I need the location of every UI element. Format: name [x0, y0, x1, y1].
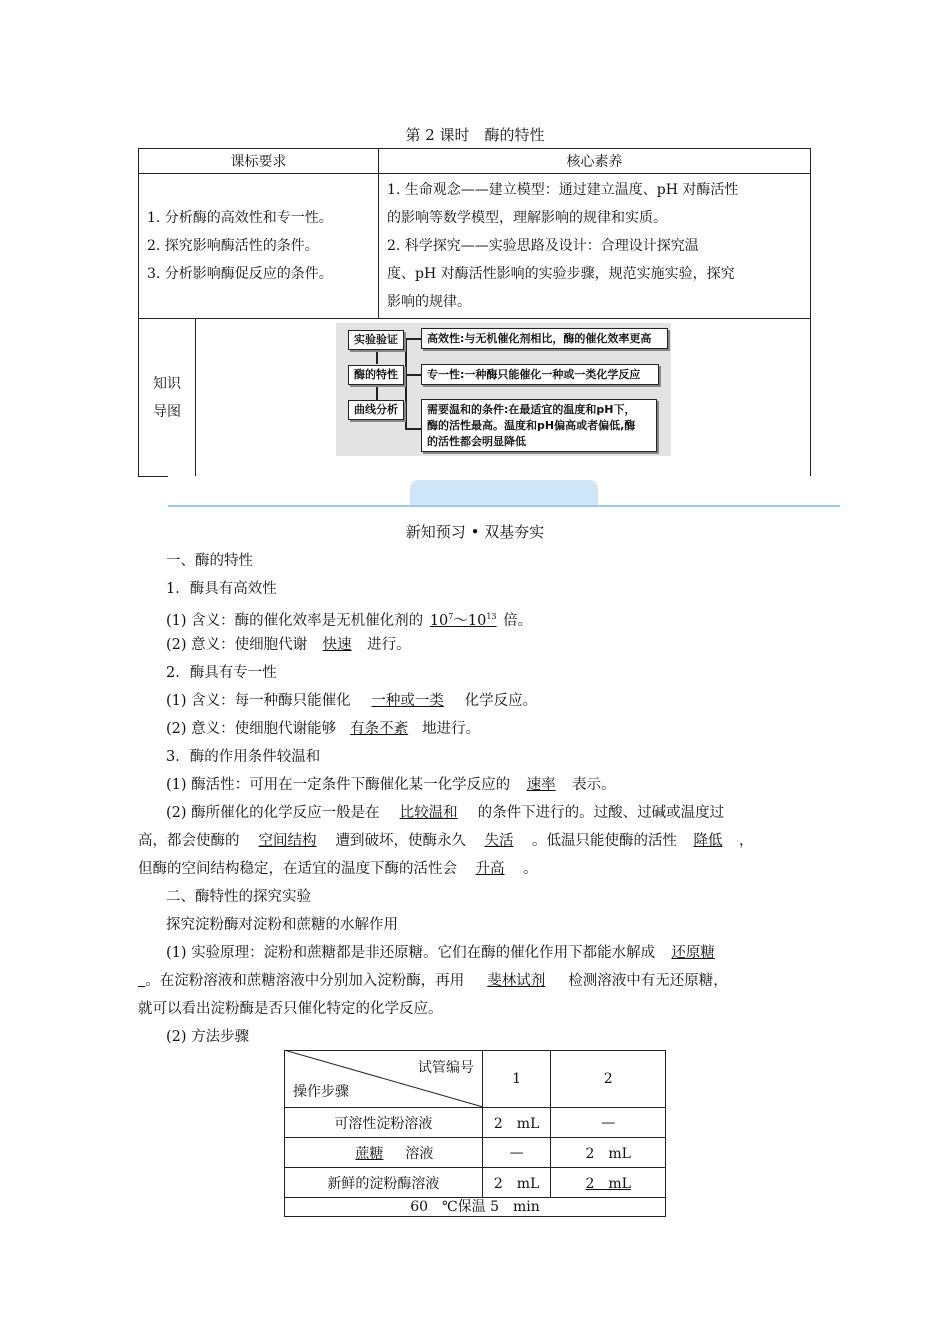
col-header-literacy: 核心素养 — [379, 149, 811, 174]
requirements-cell — [139, 174, 379, 319]
section-divider-tab — [410, 480, 598, 507]
subheading: 探究淀粉酶对淀粉和蔗糖的水解作用 — [166, 917, 398, 933]
subheading: 1．酶具有高效性 — [166, 581, 277, 597]
answer-blank: 失活 — [484, 833, 514, 849]
table-footer: 60 ℃保温 5 min — [285, 1198, 666, 1217]
subheading: 2．酶具有专一性 — [166, 665, 277, 681]
answer-blank: 快速 — [322, 637, 352, 653]
section-title: 新知预习 • 双基夯实 — [405, 523, 545, 541]
paragraph: (1) 酶活性：可用在一定条件下酶催化某一化学反应的 速率 表示。 — [138, 771, 846, 799]
map-node-experiment: 实验验证 — [348, 330, 404, 350]
paragraph: (2) 方法步骤 — [166, 1029, 250, 1045]
literacy-line: 1. 生命观念——建立模型：通过建立温度、pH 对酶活性 — [387, 182, 739, 198]
map-node-enzyme-properties: 酶的特性 — [348, 365, 404, 385]
heading-1: 一、酶的特性 — [166, 553, 253, 569]
answer-blank: 升高 — [475, 861, 505, 877]
subheading: 3．酶的作用条件较温和 — [166, 749, 321, 765]
paragraph: 高，都会使酶的 空间结构 遭到破坏，使酶永久 失活 。低温只能使酶的活性 降低 ， — [138, 827, 818, 855]
answer-blank: 空间结构 — [258, 833, 317, 849]
paragraph: (2) 意义：使细胞代谢能够 有条不紊 地进行。 — [138, 715, 846, 743]
map-node-specificity: 专一性:一种酶只能催化一种或一类化学反应 — [421, 364, 659, 385]
paragraph: (1) 含义：酶的催化效率是无机催化剂的 $10^7\sim 10^{13}$ 倍。 — [166, 612, 533, 629]
paragraph: (2) 酶所催化的化学反应一般是在 比较温和 的条件下进行的。过酸、过碱或温度过 — [138, 799, 846, 827]
connector — [405, 338, 421, 340]
answer-blank: 速率 — [526, 777, 556, 793]
literacy-cell — [379, 174, 811, 319]
header-steps: 操作步骤 — [293, 1084, 349, 1100]
paragraph: (2) 意义：使细胞代谢 快速 进行。 — [138, 631, 846, 659]
answer-blank: 斐林试剂 — [487, 973, 546, 989]
answer-blank: 有条不紊 — [350, 721, 409, 737]
literacy-line: 2. 科学探究——实验思路及设计：合理设计探究温 — [387, 238, 699, 254]
table-row: 蔗糖 溶液 — 2 mL — [285, 1138, 666, 1168]
connector — [404, 374, 407, 376]
col-header-requirements: 课标要求 — [139, 149, 379, 174]
answer-blank: 2 mL — [585, 1175, 631, 1192]
section-divider-line — [168, 505, 840, 507]
literacy-line: 影响的规律。 — [387, 294, 471, 310]
map-node-curve-analysis: 曲线分析 — [348, 400, 404, 420]
answer-blank: 蔗糖 — [355, 1145, 384, 1162]
answer-blank: 还原糖 — [671, 945, 715, 961]
col-header-tube-1: 1 — [482, 1051, 551, 1108]
connector — [405, 338, 407, 428]
answer-blank: 一种或一类 — [371, 693, 444, 709]
requirement-item: 1. 分析酶的高效性和专一性。 — [147, 210, 333, 226]
literacy-line: 度、pH 对酶活性影响的实验步骤，规范实施实验，探究 — [387, 266, 735, 282]
literacy-line: 的影响等数学模型，理解影响的规律和实质。 — [387, 210, 667, 226]
connector — [405, 428, 421, 430]
diagonal-line — [284, 1050, 484, 1108]
requirement-item: 3. 分析影响酶促反应的条件。 — [147, 266, 333, 282]
answer-blank: 降低 — [693, 833, 723, 849]
heading-2: 二、酶特性的探究实验 — [166, 889, 311, 905]
answer-blank: 比较温和 — [399, 805, 458, 821]
requirement-item: 2. 探究影响酶活性的条件。 — [147, 238, 319, 254]
paragraph: 就可以看出淀粉酶是否只催化特定的化学反应。 — [138, 1001, 443, 1017]
map-node-mild-conditions: 需要温和的条件:在最适宜的温度和pH下， 酶的活性最高。温度和pH偏高或者偏低,酶 的活性都会明显降低 — [421, 399, 657, 452]
lesson-title: 第 2 课时 酶的特性 — [405, 126, 545, 144]
col-header-tube-2: 2 — [551, 1051, 666, 1108]
paragraph: (1) 含义：每一种酶只能催化 一种或一类 化学反应。 — [138, 687, 846, 715]
paragraph: 但酶的空间结构稳定，在适宜的温度下酶的活性会 升高 。 — [138, 855, 818, 883]
map-node-high-efficiency: 高效性:与无机催化剂相比，酶的催化效率更高 — [421, 328, 668, 349]
connector — [405, 374, 421, 376]
table-row: 新鲜的淀粉酶溶液 2 mL 2 mL — [285, 1168, 666, 1198]
table-row: 可溶性淀粉溶液 2 mL — — [285, 1108, 666, 1138]
paragraph: (1) 实验原理：淀粉和蔗糖都是非还原糖。它们在酶的催化作用下都能水解成 还原糖 — [138, 939, 846, 967]
table-corner-line — [138, 476, 168, 477]
knowledge-map-label: 知识 导图 — [139, 319, 196, 477]
paragraph: 。在淀粉溶液和蔗糖溶液中分别加入淀粉酶，再用 斐林试剂 检测溶液中有无还原糖， — [138, 967, 818, 995]
header-tube-number: 试管编号 — [417, 1060, 474, 1076]
